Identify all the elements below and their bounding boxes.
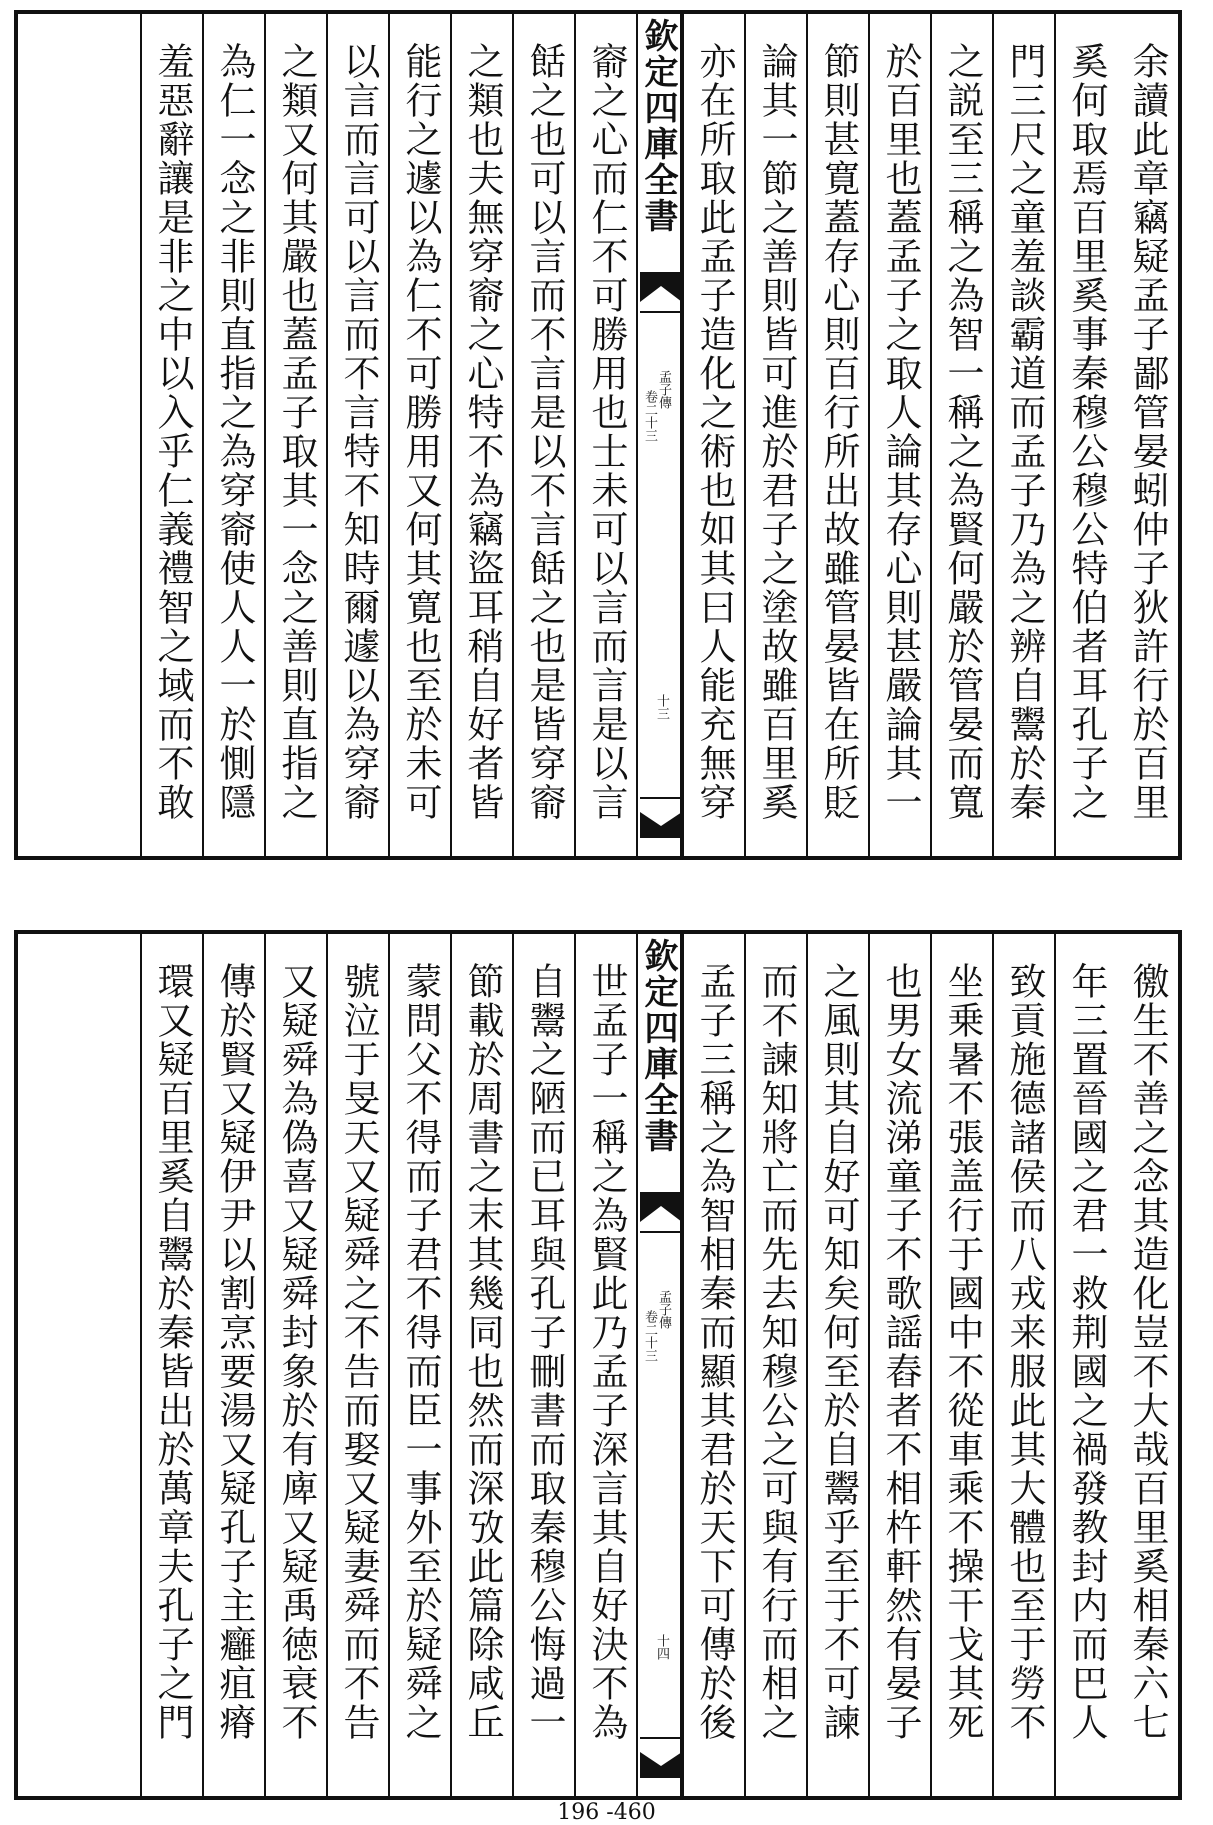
- text-column: [868, 934, 930, 1796]
- column-text: 節則甚寛蓋存心則百行所出故雖管晏皆在所貶: [817, 42, 860, 822]
- column-text: 徼生不善之念其造化豈不大哉百里奚相秦六七: [1126, 962, 1169, 1742]
- text-column: [806, 934, 868, 1796]
- lower-fishtail-icon: [640, 1734, 682, 1778]
- top-page-panel: [14, 10, 1182, 860]
- column-text: 於百里也蓋孟子之取人論其存心則甚嚴論其一: [879, 42, 922, 822]
- text-column: [388, 14, 450, 856]
- bottom-page-panel: [14, 930, 1182, 1800]
- text-column: [1054, 934, 1116, 1796]
- center-juan: 卷二十三: [642, 1310, 657, 1362]
- column-text: 亦在所取此孟子造化之術也如其曰人能充無穿: [693, 42, 736, 822]
- text-column: [682, 14, 744, 856]
- column-text: 號泣于旻天又疑舜之不告而娶又疑妻舜而不告: [337, 962, 380, 1742]
- column-text: 門三尺之童羞談霸道而孟子乃為之辨自鬻於秦: [1003, 42, 1046, 822]
- text-column: [868, 14, 930, 856]
- text-column: [388, 934, 450, 1796]
- text-column: [326, 14, 388, 856]
- text-column: [992, 14, 1054, 856]
- text-column: [1116, 14, 1178, 856]
- column-text: 為仁一念之非則直指之為穿窬使人人一於惻隱: [213, 42, 256, 822]
- text-column: [264, 14, 326, 856]
- text-column: [992, 934, 1054, 1796]
- text-column: [1054, 14, 1116, 856]
- center-juan: 卷二十三: [642, 390, 657, 442]
- text-column: [930, 14, 992, 856]
- column-text: 余讀此章竊疑孟子鄙管晏蚓仲子狄許行於百里: [1126, 42, 1169, 822]
- text-column: [930, 934, 992, 1796]
- text-column: [744, 14, 806, 856]
- column-text: 節載於周書之末其幾同也然而深攷此篇除咸丘: [461, 962, 504, 1742]
- column-text: 餂之也可以言而不言是以不言餂之也是皆穿窬: [523, 42, 566, 822]
- text-column: [682, 934, 744, 1796]
- column-text: 坐乗暑不張盖行于國中不從車乘不操干戈其死: [941, 962, 984, 1742]
- column-text: 年三置晉國之君一救荆國之禍發教封内而巴人: [1065, 962, 1108, 1742]
- text-column: [1116, 934, 1178, 1796]
- column-text: 奚何取焉百里奚事秦穆公穆公特伯者耳孔子之: [1065, 42, 1108, 822]
- fishtail-mark-icon: [640, 272, 682, 316]
- center-page-number: 十四: [654, 1634, 669, 1660]
- column-text: 之類又何其嚴也蓋孟子取其一念之善則直指之: [275, 42, 318, 822]
- column-text: 傳於賢又疑伊尹以割烹要湯又疑孔子主癰疽瘠: [213, 962, 256, 1742]
- column-text: 也男女流涕童子不歌謡舂者不相杵軒然有晏子: [879, 962, 922, 1742]
- fishtail-mark-icon: [640, 1192, 682, 1236]
- center-title: 欽定四庫全書: [638, 18, 678, 234]
- center-page-number: 十三: [654, 694, 669, 720]
- column-text: 孟子三稱之為智相秦而顯其君於天下可傳於後: [693, 962, 736, 1742]
- text-column: [744, 934, 806, 1796]
- column-text: 羞惡辭讓是非之中以入乎仁義禮智之域而不敢: [151, 42, 194, 822]
- column-text: 蒙問父不得而子君不得而臣一事外至於疑舜之: [399, 962, 442, 1742]
- text-column: [202, 14, 264, 856]
- column-text: 致貢施德諸侯而八戎来服此其大體也至于勞不: [1003, 962, 1046, 1742]
- text-column: [326, 934, 388, 1796]
- text-column: [202, 934, 264, 1796]
- column-text: 自鬻之陋而已耳與孔子刪書而取秦穆公悔過一: [523, 962, 566, 1742]
- text-column: [140, 14, 202, 856]
- text-column: [574, 934, 636, 1796]
- column-text: 之風則其自好可知矣何至於自鬻乎至于不可諫: [817, 962, 860, 1742]
- text-column: [140, 934, 202, 1796]
- column-text: 環又疑百里奚自鬻於秦皆出於萬章夫孔子之門: [151, 962, 194, 1742]
- lower-fishtail-icon: [640, 794, 682, 838]
- center-fold-column: [636, 14, 682, 856]
- text-column: [450, 14, 512, 856]
- column-text: 而不諫知將亡而先去知穆公之可與有行而相之: [755, 962, 798, 1742]
- text-column: [264, 934, 326, 1796]
- text-column: [512, 934, 574, 1796]
- center-book-title: 孟子傳: [656, 1290, 671, 1329]
- center-title: 欽定四庫全書: [638, 938, 678, 1154]
- column-text: 之類也夫無穿窬之心特不為竊盜耳稍自好者皆: [461, 42, 504, 822]
- column-text: 世孟子一稱之為賢此乃孟子深言其自好決不為: [585, 962, 628, 1742]
- text-column: [450, 934, 512, 1796]
- text-column: [512, 14, 574, 856]
- column-text: 以言而言可以言而不言特不知時爾遽以為穿窬: [337, 42, 380, 822]
- scan-page-number: 196 -460: [557, 1800, 656, 1825]
- column-text: 窬之心而仁不可勝用也士未可以言而言是以言: [585, 42, 628, 822]
- text-column: [574, 14, 636, 856]
- center-fold-column: [636, 934, 682, 1796]
- center-book-title: 孟子傳: [656, 370, 671, 409]
- text-column: [806, 14, 868, 856]
- column-text: 能行之遽以為仁不可勝用又何其寛也至於未可: [399, 42, 442, 822]
- column-text: 論其一節之善則皆可進於君子之塗故雖百里奚: [755, 42, 798, 822]
- column-text: 又疑舜為偽喜又疑舜封象於有庳又疑禹徳衰不: [275, 962, 318, 1742]
- column-text: 之説至三稱之為智一稱之為賢何嚴於管晏而寬: [941, 42, 984, 822]
